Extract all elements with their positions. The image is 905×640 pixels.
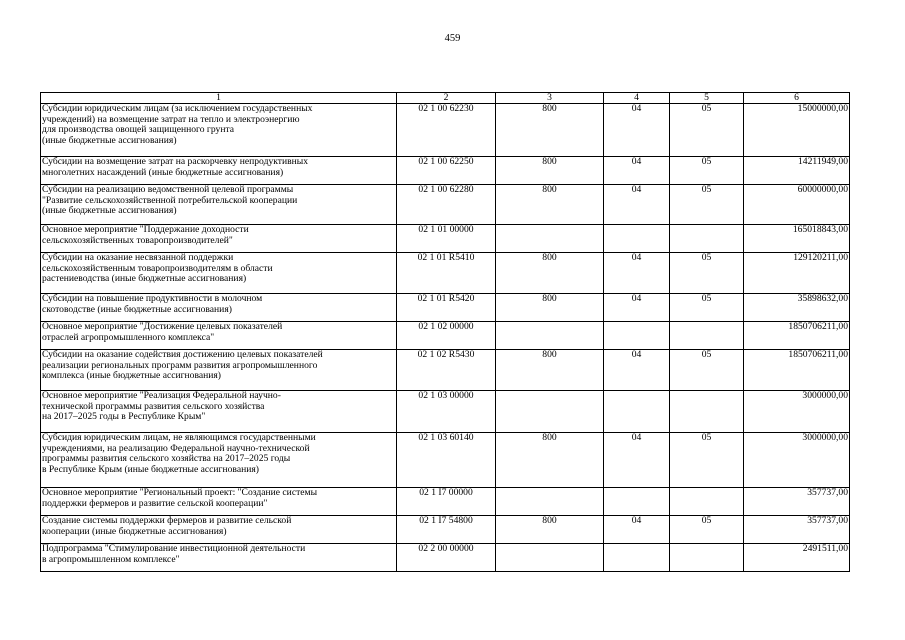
cell-expense-type (496, 488, 604, 516)
cell-target-article: 02 2 00 00000 (397, 544, 496, 572)
cell-target-article: 02 1 02 00000 (397, 322, 496, 350)
cell-expense-type: 800 (496, 253, 604, 294)
cell-section: 04 (604, 104, 670, 157)
cell-section (604, 322, 670, 350)
cell-name: Субсидии на реализацию ведомственной целевой программы "Развитие сельскохозяйственной потребительской кооперации (иные бюджетные ассигнования) (41, 185, 397, 225)
cell-amount: 357737,00 (744, 488, 850, 516)
table-row (41, 516, 850, 544)
cell-amount: 165018843,00 (744, 225, 850, 253)
cell-subsection (670, 488, 744, 516)
table-row (41, 294, 850, 322)
cell-amount: 35898632,00 (744, 294, 850, 322)
cell-amount: 60000000,00 (744, 185, 850, 225)
page-number: 459 (444, 33, 461, 44)
cell-subsection: 05 (670, 516, 744, 544)
cell-amount: 3000000,00 (744, 391, 850, 433)
table-row (41, 104, 850, 157)
cell-target-article: 02 1 03 00000 (397, 391, 496, 433)
cell-amount: 3000000,00 (744, 433, 850, 488)
cell-section: 04 (604, 185, 670, 225)
cell-name: Основное мероприятие "Региональный проект: "Создание системы поддержки фермеров и развитие сельской кооперации" (41, 488, 397, 516)
column-header: 5 (670, 93, 744, 104)
cell-subsection: 05 (670, 253, 744, 294)
cell-section: 04 (604, 516, 670, 544)
cell-subsection (670, 391, 744, 433)
cell-name: Субсидии на повышение продуктивности в молочном скотоводстве (иные бюджетные ассигнования) (41, 294, 397, 322)
table-row (41, 185, 850, 225)
cell-target-article: 02 1 I7 54800 (397, 516, 496, 544)
cell-expense-type: 800 (496, 433, 604, 488)
cell-subsection (670, 544, 744, 572)
table-header-row (41, 93, 850, 104)
cell-section: 04 (604, 253, 670, 294)
column-header: 2 (397, 93, 496, 104)
cell-expense-type: 800 (496, 516, 604, 544)
table-row (41, 488, 850, 516)
cell-expense-type (496, 322, 604, 350)
cell-subsection (670, 225, 744, 253)
table-row (41, 544, 850, 572)
table-body (41, 104, 850, 572)
cell-target-article: 02 1 01 R5410 (397, 253, 496, 294)
column-header: 3 (496, 93, 604, 104)
cell-target-article: 02 1 00 62230 (397, 104, 496, 157)
cell-expense-type: 800 (496, 104, 604, 157)
cell-name: Основное мероприятие "Достижение целевых показателей отраслей агропромышленного комплекса" (41, 322, 397, 350)
cell-section (604, 544, 670, 572)
cell-section: 04 (604, 350, 670, 391)
cell-subsection: 05 (670, 104, 744, 157)
cell-name: Субсидии на оказание содействия достижению целевых показателей реализации региональных программ развития агропромышленного комплекса (иные бюджетные ассигнования) (41, 350, 397, 391)
column-header: 6 (744, 93, 850, 104)
cell-amount: 1850706211,00 (744, 322, 850, 350)
cell-target-article: 02 1 01 R5420 (397, 294, 496, 322)
cell-name: Основное мероприятие "Поддержание доходности сельскохозяйственных товаропроизводителей" (41, 225, 397, 253)
cell-section (604, 488, 670, 516)
cell-name: Основное мероприятие "Реализация Федеральной научно- технической программы развития сельского хозяйства на 2017–2025 годы в Республике Крым" (41, 391, 397, 433)
table-row (41, 225, 850, 253)
cell-target-article: 02 1 I7 00000 (397, 488, 496, 516)
cell-expense-type: 800 (496, 157, 604, 185)
column-header: 4 (604, 93, 670, 104)
cell-amount: 129120211,00 (744, 253, 850, 294)
column-header: 1 (41, 93, 397, 104)
cell-expense-type (496, 225, 604, 253)
cell-name: Субсидии на оказание несвязанной поддержки сельскохозяйственным товаропроизводителям в области растениеводства (иные бюджетные ассигнования) (41, 253, 397, 294)
table-row (41, 391, 850, 433)
cell-section: 04 (604, 433, 670, 488)
cell-amount: 357737,00 (744, 516, 850, 544)
cell-amount: 2491511,00 (744, 544, 850, 572)
cell-amount: 1850706211,00 (744, 350, 850, 391)
cell-amount: 15000000,00 (744, 104, 850, 157)
cell-target-article: 02 1 02 R5430 (397, 350, 496, 391)
cell-subsection: 05 (670, 294, 744, 322)
cell-amount: 14211949,00 (744, 157, 850, 185)
table-row (41, 433, 850, 488)
cell-name: Создание системы поддержки фермеров и развитие сельской кооперации (иные бюджетные ассигнования) (41, 516, 397, 544)
cell-target-article: 02 1 01 00000 (397, 225, 496, 253)
cell-subsection (670, 322, 744, 350)
cell-section (604, 391, 670, 433)
cell-subsection: 05 (670, 185, 744, 225)
cell-expense-type: 800 (496, 350, 604, 391)
table-row (41, 157, 850, 185)
table-row (41, 322, 850, 350)
cell-section: 04 (604, 157, 670, 185)
cell-expense-type: 800 (496, 185, 604, 225)
cell-subsection: 05 (670, 433, 744, 488)
cell-target-article: 02 1 03 60140 (397, 433, 496, 488)
cell-target-article: 02 1 00 62250 (397, 157, 496, 185)
cell-subsection: 05 (670, 350, 744, 391)
cell-name: Субсидии на возмещение затрат на раскорчевку непродуктивных многолетних насаждений (иные бюджетные ассигнования) (41, 157, 397, 185)
cell-section: 04 (604, 294, 670, 322)
table-row (41, 350, 850, 391)
budget-table (40, 92, 850, 572)
cell-subsection: 05 (670, 157, 744, 185)
cell-name: Субсидия юридическим лицам, не являющимся государственными учреждениями, на реализацию Федеральной научно-технической программы развития сельского хозяйства на 2017–2025 годы в Республике Крым (иные бюджетные ассигнования) (41, 433, 397, 488)
cell-name: Подпрограмма "Стимулирование инвестиционной деятельности в агропромышленном комплексе" (41, 544, 397, 572)
cell-expense-type (496, 391, 604, 433)
cell-target-article: 02 1 00 62280 (397, 185, 496, 225)
cell-expense-type (496, 544, 604, 572)
cell-expense-type: 800 (496, 294, 604, 322)
cell-section (604, 225, 670, 253)
cell-name: Субсидии юридическим лицам (за исключением государственных учреждений) на возмещение затрат на тепло и электроэнергию для производства овощей защищенного грунта (иные бюджетные ассигнования) (41, 104, 397, 157)
table-row (41, 253, 850, 294)
